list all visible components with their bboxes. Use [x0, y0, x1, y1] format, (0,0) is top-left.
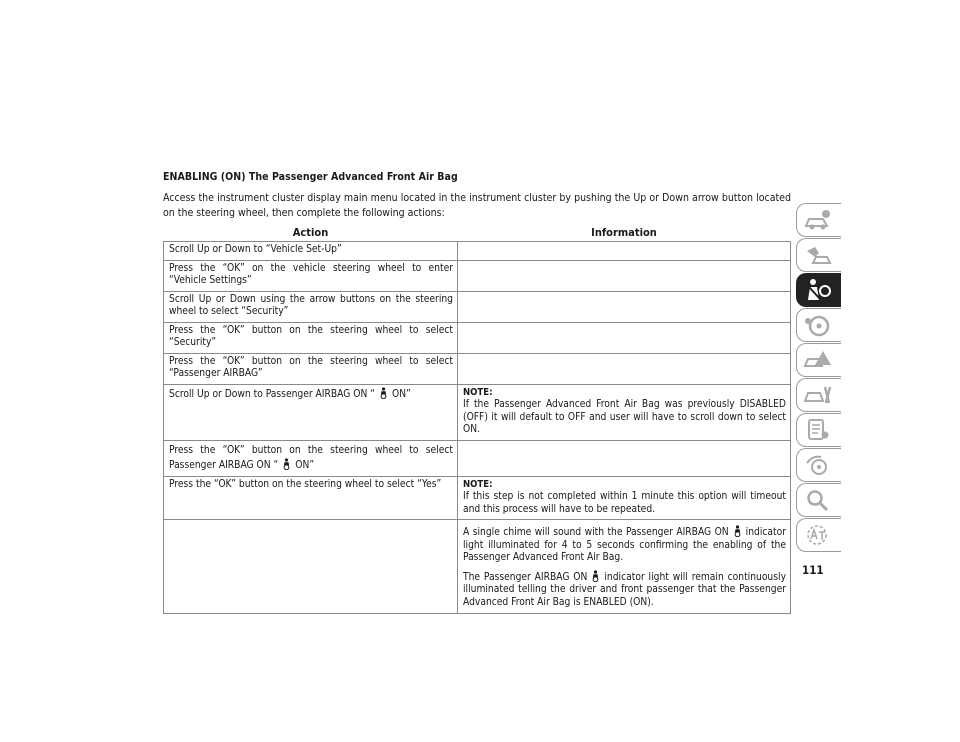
page-number: 111	[802, 563, 824, 577]
information-cell	[458, 384, 791, 440]
service-checklist-icon	[803, 418, 833, 442]
action-text: Scroll Up or Down to Passenger AIRBAG ON “	[169, 388, 375, 400]
action-cell: Press the “OK” button on the steering wheel to select “Security”	[164, 322, 458, 353]
action-cell: Press the “OK” on the vehicle steering wheel to enter “Vehicle Settings”	[164, 260, 458, 291]
action-cell: Press the “OK” button on the steering wheel to select “Passenger AIRBAG”	[164, 353, 458, 384]
table-row	[164, 384, 791, 440]
car-tools-icon	[803, 383, 833, 407]
information-cell	[458, 440, 791, 476]
action-text: ON”	[392, 388, 411, 400]
information-column-header: Information	[458, 225, 791, 242]
table-row	[164, 440, 791, 476]
note-label: NOTE:	[463, 478, 493, 490]
information-cell	[458, 476, 791, 520]
information-cell	[458, 322, 791, 353]
action-cell	[164, 384, 458, 440]
languages-icon	[803, 523, 833, 547]
action-column-header: Action	[164, 225, 458, 242]
table-header-row	[164, 225, 791, 242]
chapter-tab-starting-operating[interactable]	[796, 308, 841, 342]
chapter-tab-getting-to-know-vehicle[interactable]	[796, 203, 841, 237]
table-row	[164, 242, 791, 261]
chapter-tab-index[interactable]	[796, 483, 841, 517]
info-paragraph: A single chime will sound with the Passenger AIRBAG ON indicator light illuminated for 4 to 5 seconds confirming the enabling of the Passenger Advanced Front Air Bag.	[463, 527, 786, 563]
note-label: NOTE:	[463, 386, 493, 398]
note-text: If this step is not completed within 1 minute this option will timeout and this process will have to be repeated.	[463, 491, 786, 515]
passenger-airbag-icon	[379, 387, 388, 399]
information-cell	[458, 260, 791, 291]
information-cell	[458, 291, 791, 322]
chapter-tab-servicing[interactable]	[796, 378, 841, 412]
table-row	[164, 520, 791, 614]
action-cell: Scroll Up or Down to “Vehicle Set-Up”	[164, 242, 458, 261]
multimedia-icon	[803, 453, 833, 477]
passenger-airbag-icon	[591, 570, 600, 582]
table-row	[164, 476, 791, 520]
search-index-icon	[803, 488, 833, 512]
passenger-airbag-icon	[733, 525, 742, 537]
table-row	[164, 322, 791, 353]
chapter-tab-languages[interactable]	[796, 518, 841, 552]
actions-table	[163, 225, 791, 614]
hand-car-icon	[803, 243, 833, 267]
note-text: If the Passenger Advanced Front Air Bag was previously DISABLED (OFF) it will default to OFF and user will have to scroll down to select ON.	[463, 399, 786, 435]
information-cell	[458, 520, 791, 614]
warning-car-icon	[803, 348, 833, 372]
seatbelt-airbag-icon	[803, 278, 833, 302]
chapter-tab-getting-started[interactable]	[796, 238, 841, 272]
section-heading: ENABLING (ON) The Passenger Advanced Front Air Bag	[163, 171, 458, 183]
information-cell	[458, 353, 791, 384]
steering-wheel-icon	[803, 313, 833, 337]
information-cell	[458, 242, 791, 261]
table-row	[164, 260, 791, 291]
car-info-icon	[803, 208, 833, 232]
chapter-tab-emergencies[interactable]	[796, 343, 841, 377]
passenger-airbag-icon	[282, 458, 291, 470]
action-cell: Press the “OK” button on the steering wheel to select “Yes”	[164, 476, 458, 520]
action-text: Press the “OK” button on the steering wheel to select Passenger AIRBAG ON “	[169, 444, 453, 471]
action-cell	[164, 520, 458, 614]
chapter-tab-multimedia[interactable]	[796, 448, 841, 482]
action-cell: Scroll Up or Down using the arrow buttons on the steering wheel to select “Security”	[164, 291, 458, 322]
action-cell	[164, 440, 458, 476]
action-text: ON”	[295, 459, 315, 471]
intro-paragraph: Access the instrument cluster display main menu located in the instrument cluster by pushing the Up or Down arrow button located on the steering wheel, then complete the following actions:	[163, 192, 791, 219]
table-row	[164, 291, 791, 322]
table-row	[164, 353, 791, 384]
chapter-tab-safety[interactable]	[796, 273, 841, 307]
info-paragraph: The Passenger AIRBAG ON indicator light will remain continuously illuminated telling the driver and front passenger that the Passenger Advanced Front Air Bag is ENABLED (ON).	[463, 571, 786, 608]
chapter-tab-technical-specifications[interactable]	[796, 413, 841, 447]
